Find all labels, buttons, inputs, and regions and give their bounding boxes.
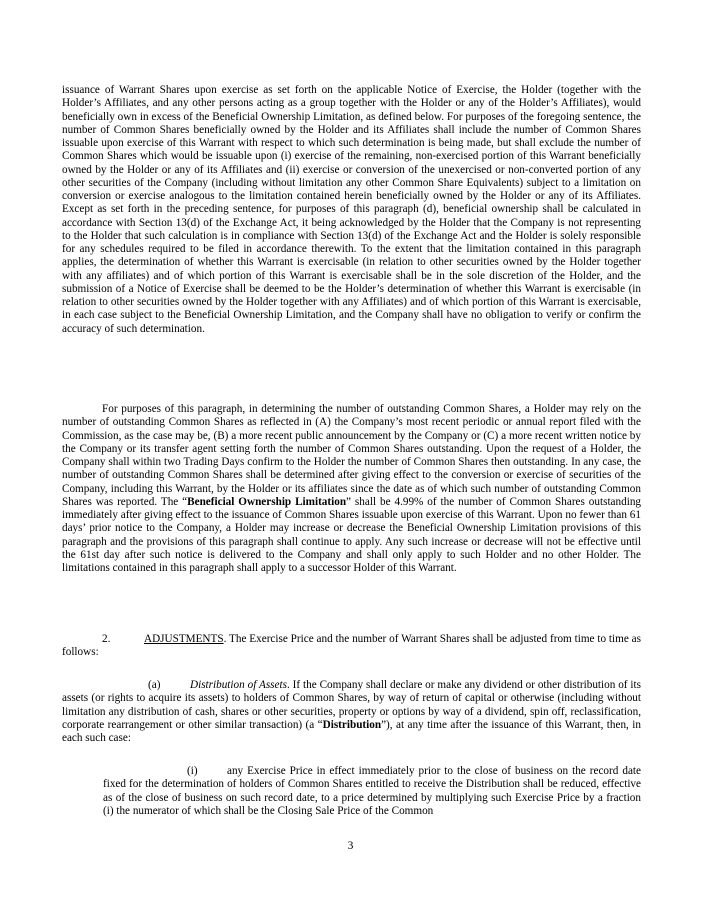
clause-text: any Exercise Price in effect immediately prior to the close of business on the record date fixed for the determination of holders of Common Shares entitled to receive the Distribution shall be reduced, effective as of the close of business on such record date, to a price determined by multiplying such Exercise Price by a fraction (i) the numerator of which shall be the Closing Sale Price of the Common bbox=[103, 765, 641, 817]
defined-term-distribution: Distribution bbox=[322, 718, 382, 731]
subsection-text-before-term: . If the Company shall declare or make any dividend or other distribution of its assets (or rights to acquire its assets) to holders of Common Shares, by way of return of capital or otherwise (including without limitation any distribution of cash, shares or other securities, property or options by way of a dividend, spin off, reclassification, corporate rearrangement or other similar transaction) (a “ bbox=[62, 679, 641, 731]
clause-label: (i) bbox=[187, 765, 198, 777]
defined-term-beneficial-ownership-limitation: Beneficial Ownership Limitation bbox=[187, 495, 347, 508]
subsection-heading: Distribution of Assets bbox=[190, 679, 287, 691]
paragraph-text-before-term: For purposes of this paragraph, in determining the number of outstanding Common Shares, a Holder may rely on the number of outstanding Common Shares as reflected in (A) the Company’s most recent periodic or annual report filed with the Commission, as the case may be, (B) a more recent public announcement by the Company or (C) a more recent written notice by the Company or its transfer agent setting forth the number of Common Shares outstanding. Upon the request of a Holder, the Company shall within two Trading Days confirm to the Holder the number of Common Shares then outstanding. In any case, the number of outstanding Common Shares shall be determined after giving effect to the conversion or exercise of securities of the Company, including this Warrant, by the Holder or its affiliates since the date as of which such number of outstanding Common Shares was reported. The “ bbox=[62, 403, 641, 508]
section-2-adjustments bbox=[62, 633, 641, 660]
clause-i-exercise-price bbox=[103, 765, 641, 818]
section-number: 2. bbox=[102, 633, 111, 645]
paragraph-beneficial-ownership-continued: issuance of Warrant Shares upon exercise as set forth on the applicable Notice of Exercise, the Holder (together with the Holder’s Affiliates, and any other persons acting as a group together with the Holder or any of the Holder’s Affiliates), would beneficially own in excess of the Beneficial Ownership Limitation, as defined below. For purposes of the foregoing sentence, the number of Common Shares beneficially owned by the Holder and its Affiliates shall include the number of Common Shares issuable upon exercise of this Warrant with respect to which such determination is being made, but shall exclude the number of Common Shares which would be issuable upon (i) exercise of the remaining, non-exercised portion of this Warrant beneficially owned by the Holder or any of its Affiliates and (ii) exercise or conversion of the unexercised or non-converted portion of any other securities of the Company (including without limitation any other Common Share Equivalents) subject to a limitation on conversion or exercise analogous to the limitation contained herein beneficially owned by the Holder or any of its Affiliates. Except as set forth in the preceding sentence, for purposes of this paragraph (d), beneficial ownership shall be calculated in accordance with Section 13(d) of the Exchange Act, it being acknowledged by the Holder that the Company is not representing to the Holder that such calculation is in compliance with Section 13(d) of the Exchange Act and the Holder is solely responsible for any schedules required to be filed in accordance therewith. To the extent that the limitation contained in this paragraph applies, the determination of whether this Warrant is exercisable (in relation to other securities owned by the Holder together with any affiliates) and of which portion of this Warrant is exercisable shall be in the sole discretion of the Holder, and the submission of a Notice of Exercise shall be deemed to be the Holder’s determination of whether this Warrant is exercisable (in relation to other securities owned by the Holder together with any Affiliates) and of which portion of this Warrant is exercisable, in each case subject to the Beneficial Ownership Limitation, and the Company shall have no obligation to verify or confirm the accuracy of such determination. bbox=[62, 84, 641, 335]
subsection-a-distribution-of-assets bbox=[62, 679, 641, 745]
paragraph-text-after-term: ” shall be 4.99% of the number of Common Shares outstanding immediately after giving effect to the issuance of Common Shares issuable upon exercise of this Warrant. Upon no fewer than 61 days’ prior notice to the Company, a Holder may increase or decrease the Beneficial Ownership Limitation provisions of this paragraph and the provisions of this paragraph shall continue to apply. Any such increase or decrease will not be effective until the 61st day after such notice is delivered to the Company and shall only apply to such Holder and no other Holder. The limitations contained in this paragraph shall apply to a successor Holder of this Warrant. bbox=[62, 495, 642, 574]
subsection-label: (a) bbox=[148, 679, 161, 691]
subsection-text-after-term: ”), at any time after the issuance of this Warrant, then, in each such case: bbox=[62, 718, 641, 744]
paragraph-outstanding-shares bbox=[62, 403, 641, 575]
section-heading: ADJUSTMENTS bbox=[144, 633, 224, 645]
page-number: 3 bbox=[347, 840, 354, 852]
section-text: . The Exercise Price and the number of Warrant Shares shall be adjusted from time to time as follows: bbox=[62, 633, 641, 659]
